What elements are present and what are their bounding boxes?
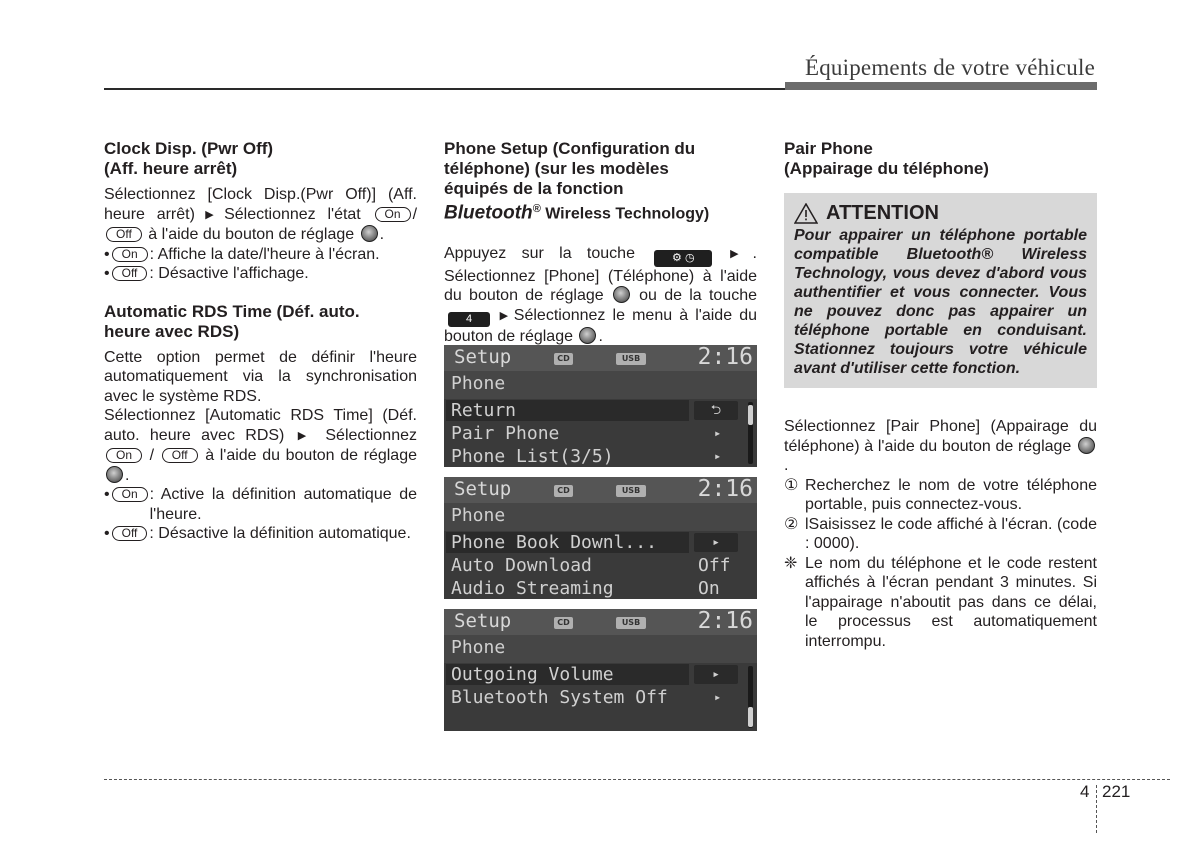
cd-chip: CD <box>554 485 573 497</box>
usb-chip: USB <box>616 617 646 629</box>
clock-bullet-on-text: : Affiche la date/l'heure à l'écran. <box>149 245 380 263</box>
rds-bullet-on: • On : Active la définition automatique de l'heure. <box>104 486 417 523</box>
clock-intro-state: Sélectionnez l'état <box>224 205 361 223</box>
off-pill: Off <box>162 448 198 463</box>
rds-select-state: Sélectionnez <box>325 426 417 444</box>
attention-title: ATTENTION <box>826 201 939 224</box>
chevron-right-icon: ▸ <box>694 665 738 684</box>
menu-row-phone-list: Phone List(3/5) ▸ <box>451 446 722 467</box>
step-2-text: lSaisissez le code affiché à l'écran. (code : 0000). <box>805 515 1097 552</box>
chapter-number: 4 <box>1080 782 1090 801</box>
menu-row-audio-streaming: Audio Streaming On <box>451 578 720 599</box>
column-2 <box>444 139 757 346</box>
phone-setup-heading-line1: Phone Setup (Configuration du <box>444 139 696 158</box>
press-key-text: Appuyez sur la touche <box>444 244 635 262</box>
period-text: . <box>598 327 603 345</box>
arrow-right-icon: ▶ <box>719 247 750 260</box>
slash-text: / <box>412 205 418 223</box>
screen-phone-menu-3 <box>444 609 757 731</box>
tune-knob-icon <box>361 225 378 242</box>
page-number: 221 <box>1102 782 1131 801</box>
phone-setup-heading-line2: téléphone) (sur les modèles <box>444 159 669 178</box>
menu-row-phone-book-download: Phone Book Downl... ▸ <box>444 531 757 554</box>
attention-box <box>784 193 1097 388</box>
column-1 <box>104 139 417 544</box>
select-menu-text: Sélectionnez le menu à l'aide du bouton de réglage <box>444 306 757 345</box>
note-marker: ❈ <box>784 554 798 572</box>
clock-heading-line1: Clock Disp. (Pwr Off) <box>104 139 274 158</box>
menu-row-return: Return ⮌ <box>444 399 757 422</box>
slash-text: / <box>149 447 155 464</box>
rds-instructions <box>104 406 417 485</box>
pair-phone-heading-line1: Pair Phone <box>784 139 873 158</box>
clock-heading-line2: (Aff. heure arrêt) <box>104 159 238 178</box>
clock-bullet-off-text: : Désactive l'affichage. <box>149 265 309 282</box>
scrollbar-thumb <box>748 405 753 425</box>
wireless-technology-text: Wireless Technology) <box>540 205 710 223</box>
phone-setup-heading-line3: équipés de la fonction <box>444 179 624 198</box>
cd-chip: CD <box>554 353 573 365</box>
menu-row-bluetooth-system-off: Bluetooth System Off ▸ <box>451 687 722 708</box>
chevron-right-icon: ▸ <box>714 690 722 704</box>
header-rule-accent <box>785 82 1097 90</box>
chevron-right-icon: ▸ <box>694 533 738 552</box>
tune-knob-icon <box>1078 437 1095 454</box>
screen-subtitle: Phone <box>444 503 757 531</box>
screen-title: Setup <box>454 346 512 368</box>
clock-intro-text: Sélectionnez [Clock Disp.(Pwr Off)] (Aff. heure arrêt) <box>104 186 417 223</box>
off-pill: Off <box>112 526 148 541</box>
step-1 <box>784 476 1097 515</box>
screen-clock: 2:16 <box>697 609 753 634</box>
screen-phone-menu-1 <box>444 345 757 467</box>
rds-bullet-off: • Off : Désactive la définition automatique. <box>104 524 417 544</box>
column-3 <box>784 139 1097 651</box>
screen-title: Setup <box>454 610 512 632</box>
period-text: . <box>125 466 130 484</box>
running-header-title: Équipements de votre véhicule <box>804 55 1095 80</box>
audio-streaming-value: On <box>698 578 720 599</box>
off-pill: Off <box>106 227 142 242</box>
note <box>784 554 1097 652</box>
return-icon: ⮌ <box>694 401 738 420</box>
rds-bullet-on-text: : Active la définition automatique de l'heure. <box>149 486 417 523</box>
pair-phone-instructions <box>784 417 1097 476</box>
tune-knob-icon <box>106 466 123 483</box>
on-pill: On <box>112 247 148 262</box>
clock-bullet-on: • On : Affiche la date/l'heure à l'écran. <box>104 245 417 265</box>
footer-rule <box>104 779 1170 780</box>
clock-intro-knob-text: à l'aide du bouton de réglage <box>148 226 355 243</box>
menu-row-pair-phone: Pair Phone ▸ <box>451 423 722 444</box>
or-key-text: ou de la touche <box>639 287 757 305</box>
on-pill: On <box>112 487 148 502</box>
screen-title: Setup <box>454 478 512 500</box>
rds-heading-line1: Automatic RDS Time (Déf. auto. <box>104 301 360 321</box>
key-4-icon: 4 <box>448 312 490 327</box>
rds-select-knob-text: à l'aide du bouton de réglage <box>205 447 418 464</box>
rds-select-text: Sélectionnez [Automatic RDS Time] (Déf. auto. heure avec RDS) <box>104 407 417 444</box>
usb-chip: USB <box>616 353 646 365</box>
warning-icon <box>794 203 818 224</box>
screen-clock: 2:16 <box>697 477 753 502</box>
select-phone-text: . Sélectionnez [Phone] (Téléphone) à l'aide du bouton de réglage <box>444 244 757 305</box>
screen-subtitle: Phone <box>444 371 757 399</box>
arrow-right-icon: ▶ <box>197 208 222 221</box>
menu-row-auto-download: Auto Download Off <box>451 555 731 576</box>
note-text: Le nom du téléphone et le code restent affichés à l'écran pendant 3 minutes. Si l'appairage n'aboutit pas dans ce délai, le processus est automatiquement interrompu. <box>805 554 1097 650</box>
on-pill: On <box>106 448 142 463</box>
usb-chip: USB <box>616 485 646 497</box>
step-2-marker: ② <box>784 515 799 533</box>
rds-heading-line2: heure avec RDS) <box>104 321 240 341</box>
menu-row-outgoing-volume: Outgoing Volume ▸ <box>444 663 757 686</box>
tune-knob-icon <box>579 327 596 344</box>
cd-chip: CD <box>554 617 573 629</box>
registered-mark: ® <box>532 203 541 215</box>
attention-body: Pour appairer un téléphone portable compatible Bluetooth® Wireless Technology, vous devez d'abord vous authentifier et vous connecter. Vous ne pouvez donc pas appairer un téléphone portable en conduisant. Stationnez toujours votre véhicule avant d'utiliser cette fonction. <box>794 227 1087 377</box>
on-pill: On <box>375 207 411 222</box>
arrow-right-icon: ▶ <box>297 429 313 442</box>
screen-clock: 2:16 <box>697 345 753 370</box>
clock-instructions: Sélectionnez [Clock Disp.(Pwr Off)] (Aff. heure arrêt) ▶ Sélectionnez l'état On / Off à l'aide du bouton de réglage . <box>104 186 418 243</box>
rds-description: Cette option permet de définir l'heure automatiquement via la synchronisation avec le système RDS. <box>104 348 417 405</box>
phone-setup-heading-line4 <box>444 199 757 225</box>
screen-subtitle: Phone <box>444 635 757 663</box>
footer-divider <box>1096 785 1097 833</box>
chevron-right-icon: ▸ <box>714 449 722 463</box>
period-text: . <box>784 457 789 474</box>
auto-download-value: Off <box>698 555 731 576</box>
clock-bullet-off: • Off : Désactive l'affichage. <box>104 264 417 284</box>
step-1-marker: ① <box>784 476 799 494</box>
rds-bullet-off-text: : Désactive la définition automatique. <box>149 525 411 542</box>
pair-phone-heading-line2: (Appairage du téléphone) <box>784 159 989 178</box>
scrollbar-thumb <box>748 707 753 727</box>
bluetooth-word: Bluetooth <box>444 202 533 224</box>
pair-phone-select-text: Sélectionnez [Pair Phone] (Appairage du téléphone) à l'aide du bouton de réglage <box>784 418 1097 455</box>
phone-setup-instructions <box>444 244 757 347</box>
step-2 <box>784 515 1097 554</box>
off-pill: Off <box>112 266 148 281</box>
chevron-right-icon: ▸ <box>714 426 722 440</box>
setup-clock-key-icon: ⚙ ◷ <box>654 250 712 267</box>
arrow-right-icon: ▶ <box>497 309 511 322</box>
screen-phone-menu-2 <box>444 477 757 599</box>
step-1-text: Recherchez le nom de votre téléphone portable, puis connectez-vous. <box>805 476 1097 513</box>
tune-knob-icon <box>613 286 630 303</box>
